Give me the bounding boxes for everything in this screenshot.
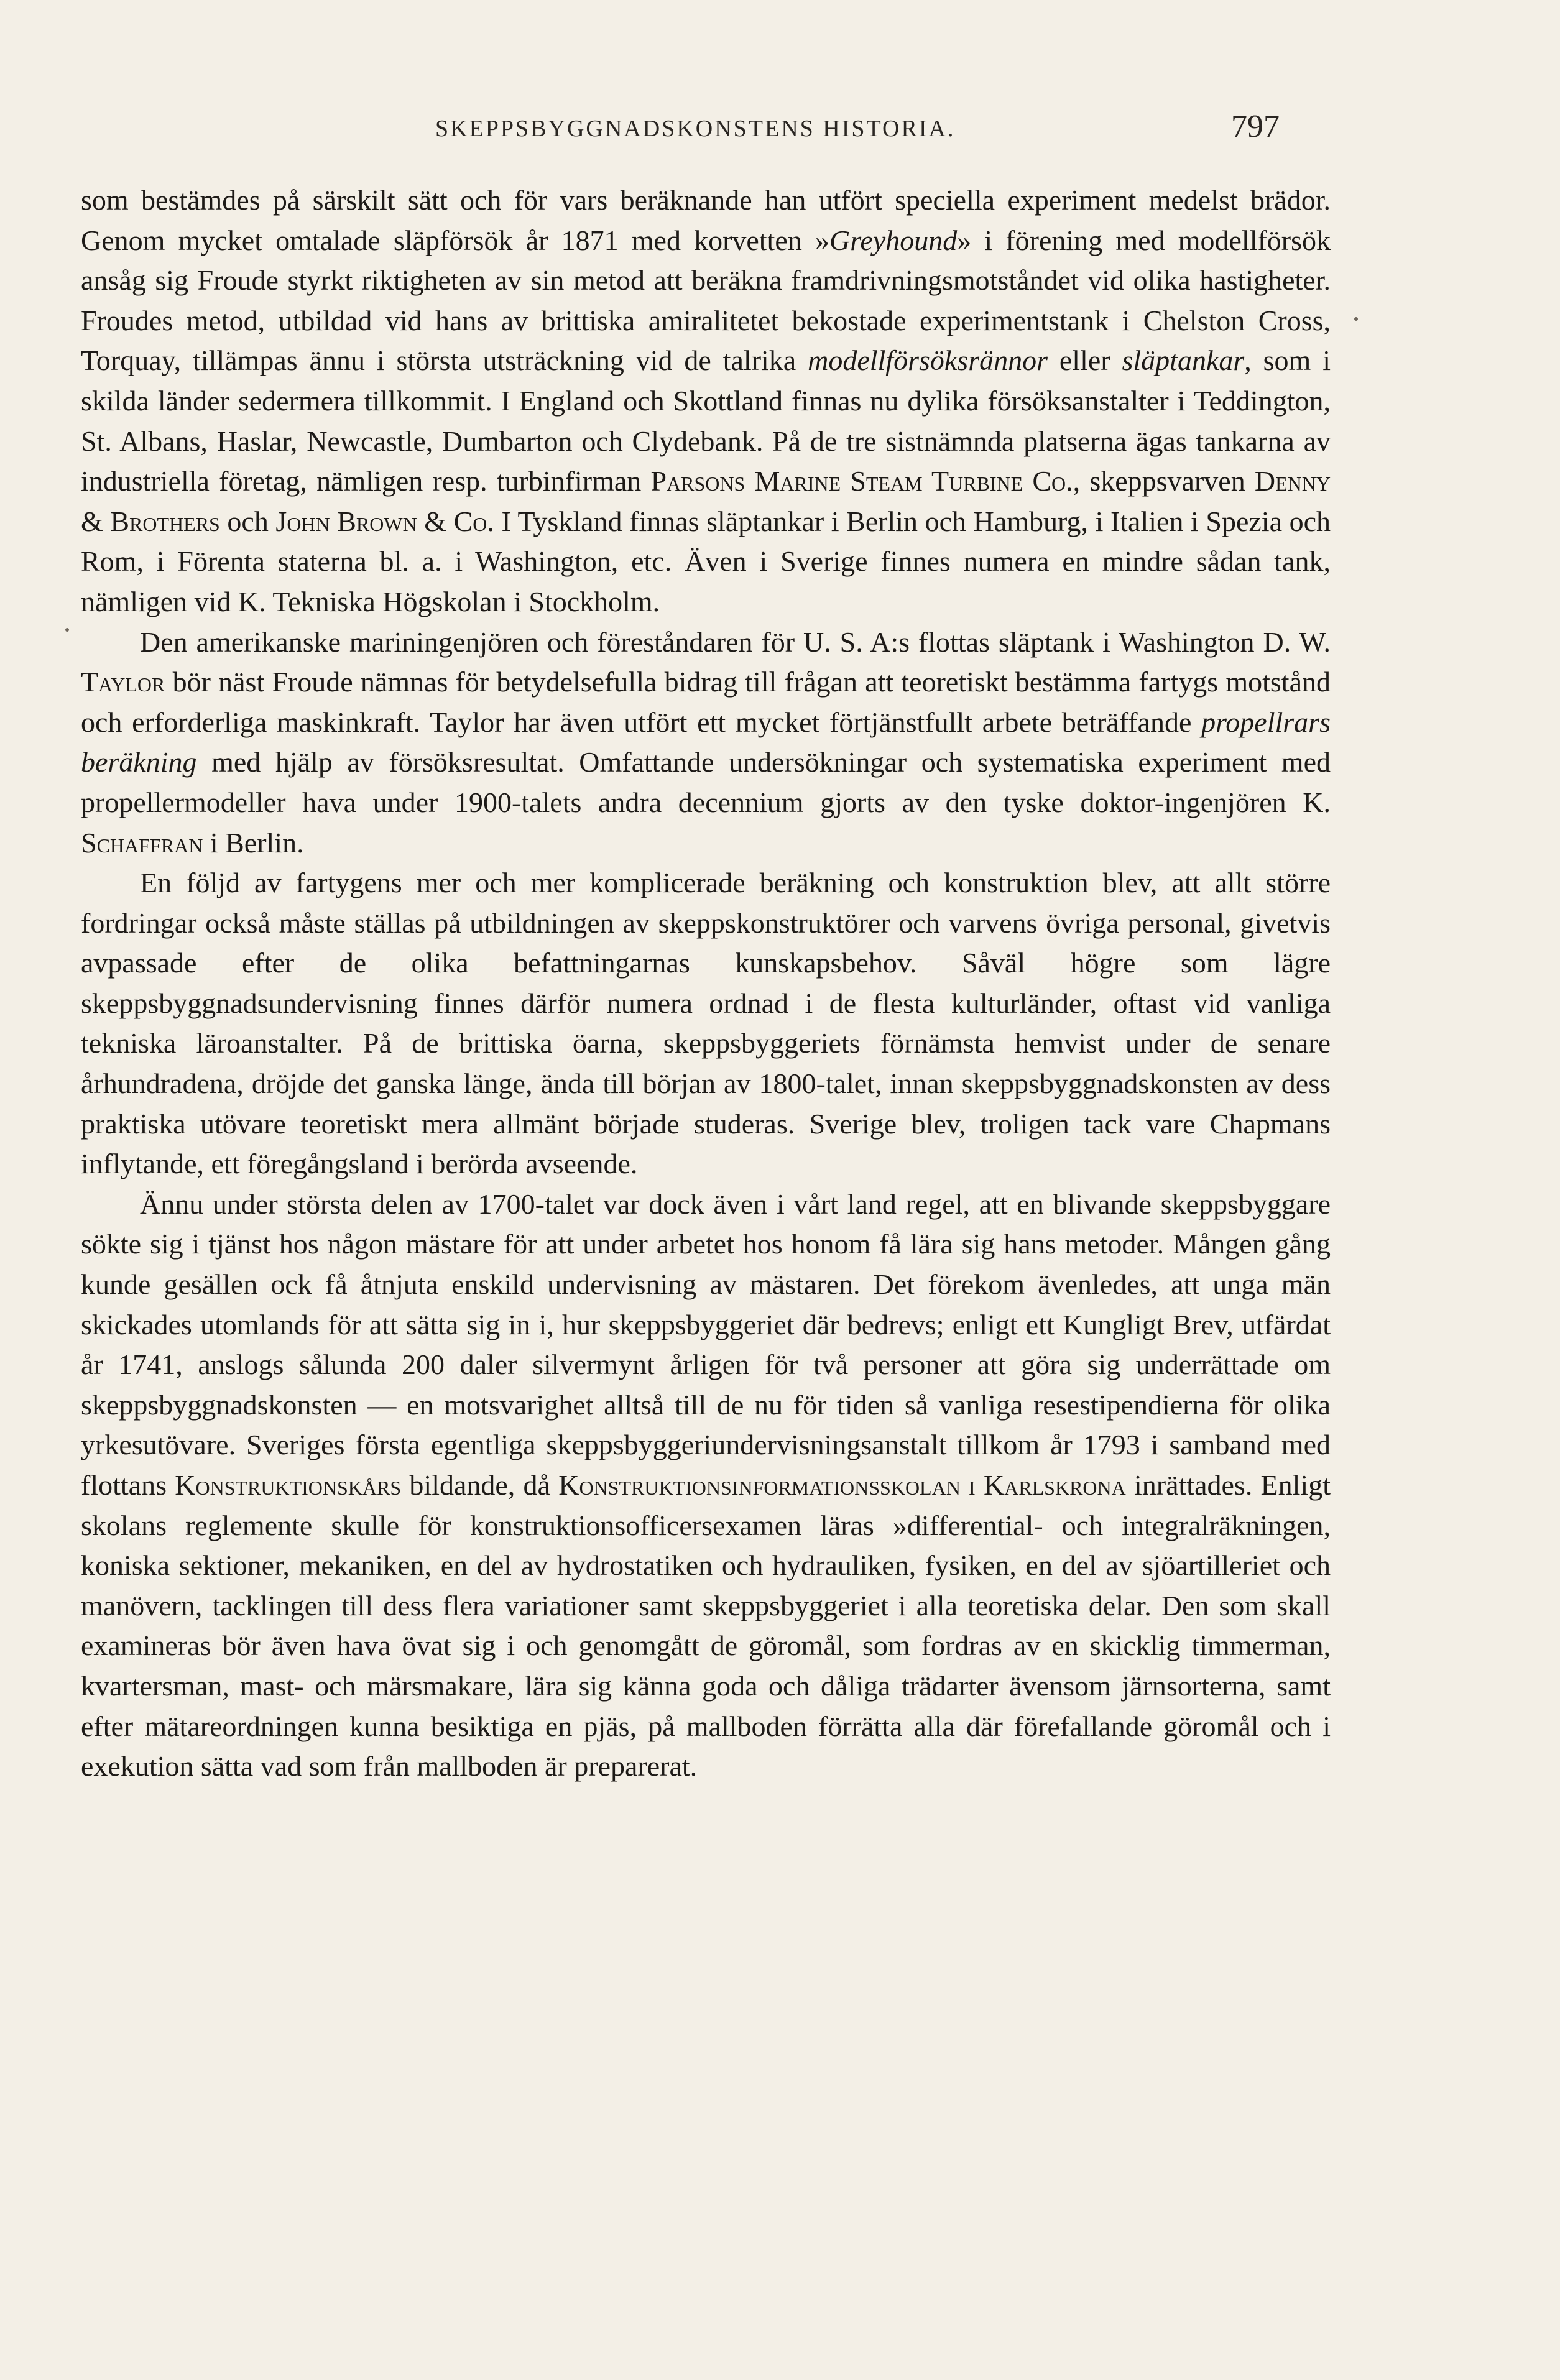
text-run: I Tyskland finnas släptankar i Berlin och Hamburg, i Italien i Spezia och Rom, i Förenta staterna bl. a. i Washington, etc. Även i Sverige finnes numera en mindre sådan tank, nämligen vid K. Tekniska Högskolan i Stockholm. [81,505,1331,617]
small-caps-name: Schaffran [81,826,203,859]
text-run: Den amerikanske mariningenjören och föreståndaren för U. S. A:s flottas släptank i Washington D. W. [140,625,1331,658]
italic-term: släptankar [1122,344,1245,377]
italic-term: propellrars beräkning [81,706,1331,778]
text-run: , som i skilda länder sedermera tillkommit. I England och Skottland finnas nu dylika försöksanstalter i Teddington, St. Albans, Haslar, Newcastle, Dumbarton och Clydebank. På de tre sistnämnda platserna ägas tankarna av industriella företag, nämligen resp. turbinfirman [81,344,1331,497]
text-run: bör näst Froude nämnas för betydelsefulla bidrag till frågan att teoretiskt bestämma fartygs motstånd och erforderliga maskinkraft. Taylor har även utfört ett mycket förtjänstfullt arbete beträffande [81,666,1331,738]
italic-term: modellförsöksrännor [808,344,1048,377]
running-title: SKEPPSBYGGNADSKONSTENS HISTORIA. [435,116,956,142]
small-caps-name: Parsons Marine Steam Turbine Co. [650,465,1073,497]
paragraph [81,1184,1331,1787]
small-caps-name: John Brown & Co. [275,505,494,537]
margin-dot [65,628,69,632]
text-run: En följd av fartygens mer och mer komplicerade beräkning och konstruktion blev, att allt större fordringar också måste ställas på utbildningen av skeppskonstruktörer och varvens övriga personal, givetvis avpassade efter de olika befattningarnas kunskapsbehov. Såväl högre som lägre skeppsbyggnadsundervisning finnes därför numera ordnad i de flesta kulturländer, oftast vid vanliga tekniska läroanstalter. På de brittiska öarna, skeppsbyggeriets förnämsta hemvist under de senare århundradena, dröjde det ganska länge, ända till början av 1800-talet, innan skeppsbyggnadskonsten av dess praktiska utövare teoretiskt mera allmänt började studeras. Sverige blev, troligen tack vare Chapmans inflytande, ett föregångsland i berörda avseende. [81,867,1331,1180]
text-run: bildande, då [401,1469,559,1501]
text-run: och [219,505,276,537]
paragraph [81,180,1331,622]
body-text [81,180,1331,1787]
text-run: inrättades. Enligt skolans reglemente skulle för konstruktionsofficersexamen läras »differential- och integralräkningen, koniska sektioner, mekaniken, en del av hydrostatiken och hydrauliken, fysiken, en del av sjöartilleriet och manövern, tacklingen till dess flera variationer samt skeppsbyggeriet i alla teoretiska delar. Den som skall examineras bör även hava övat sig i och genomgått de göromål, som fordras av en skicklig timmerman, kvartersman, mast- och märsmakare, lära sig känna goda och dåliga trädarter ävensom järnsorterna, samt efter mätareordningen kunna besiktiga en pjäs, på mallboden förrätta alla där förefallande göromål och i exekution sätta vad som från mallboden är preparerat. [81,1469,1331,1783]
text-run: , skeppsvarven [1073,465,1255,497]
text-run: med hjälp av försöksresultat. Omfattande undersökningar och systematiska experiment med propellermodeller hava under 1900-talets andra decennium gjorts av den tyske doktor-ingenjören K. [81,746,1331,818]
paragraph [81,622,1331,864]
text-run: eller [1048,344,1122,377]
text-run: » i förening med modellförsök ansåg sig Froude styrkt riktigheten av sin metod att beräkna framdrivningsmotståndet vid olika hastigheter. Froudes metod, utbildad vid hans av brittiska amiralitetet bekostade experimentstank i Chelston Cross, Torquay, tillämpas ännu i största utsträckning vid de talrika [81,224,1331,377]
paragraph [81,863,1331,1184]
page-number: 797 [1231,109,1280,144]
small-caps-name: Denny & Brothers [81,465,1331,537]
small-caps-name: Konstruktionsinformationsskolan i Karlskrona [558,1469,1126,1501]
small-caps-name: Taylor [81,666,165,698]
small-caps-name: Konstruktionskårs [175,1469,402,1501]
margin-dot [1354,317,1358,321]
text-run: i Berlin. [203,826,304,859]
text-run: som bestämdes på särskilt sätt och för vars beräknande han utfört speciella experiment medelst brädor. Genom mycket omtalade släpförsök år 1871 med korvetten » [81,184,1331,256]
italic-term: Greyhound [829,224,958,256]
page-header [0,0,1560,162]
text-run: Ännu under största delen av 1700-talet var dock även i vårt land regel, att en blivande skeppsbyggare sökte sig i tjänst hos någon mästare för att under arbetet hos honom få lära sig hans metoder. Mången gång kunde gesällen ock få åtnjuta enskild undervisning av mästaren. Det förekom ävenledes, att unga män skickades utomlands för att sätta sig in i, hur skeppsbyggeriet där bedrevs; enligt ett Kungligt Brev, utfärdat år 1741, anslogs sålunda 200 daler silvermynt årligen för två personer att göra sig underrättade om skeppsbyggnadskonsten — en motsvarighet alltså till de nu för tiden så vanliga resestipendierna för olika yrkesutövare. Sveriges första egentliga skeppsbyggeriundervisningsanstalt tillkom år 1793 i samband med flottans [81,1188,1331,1501]
